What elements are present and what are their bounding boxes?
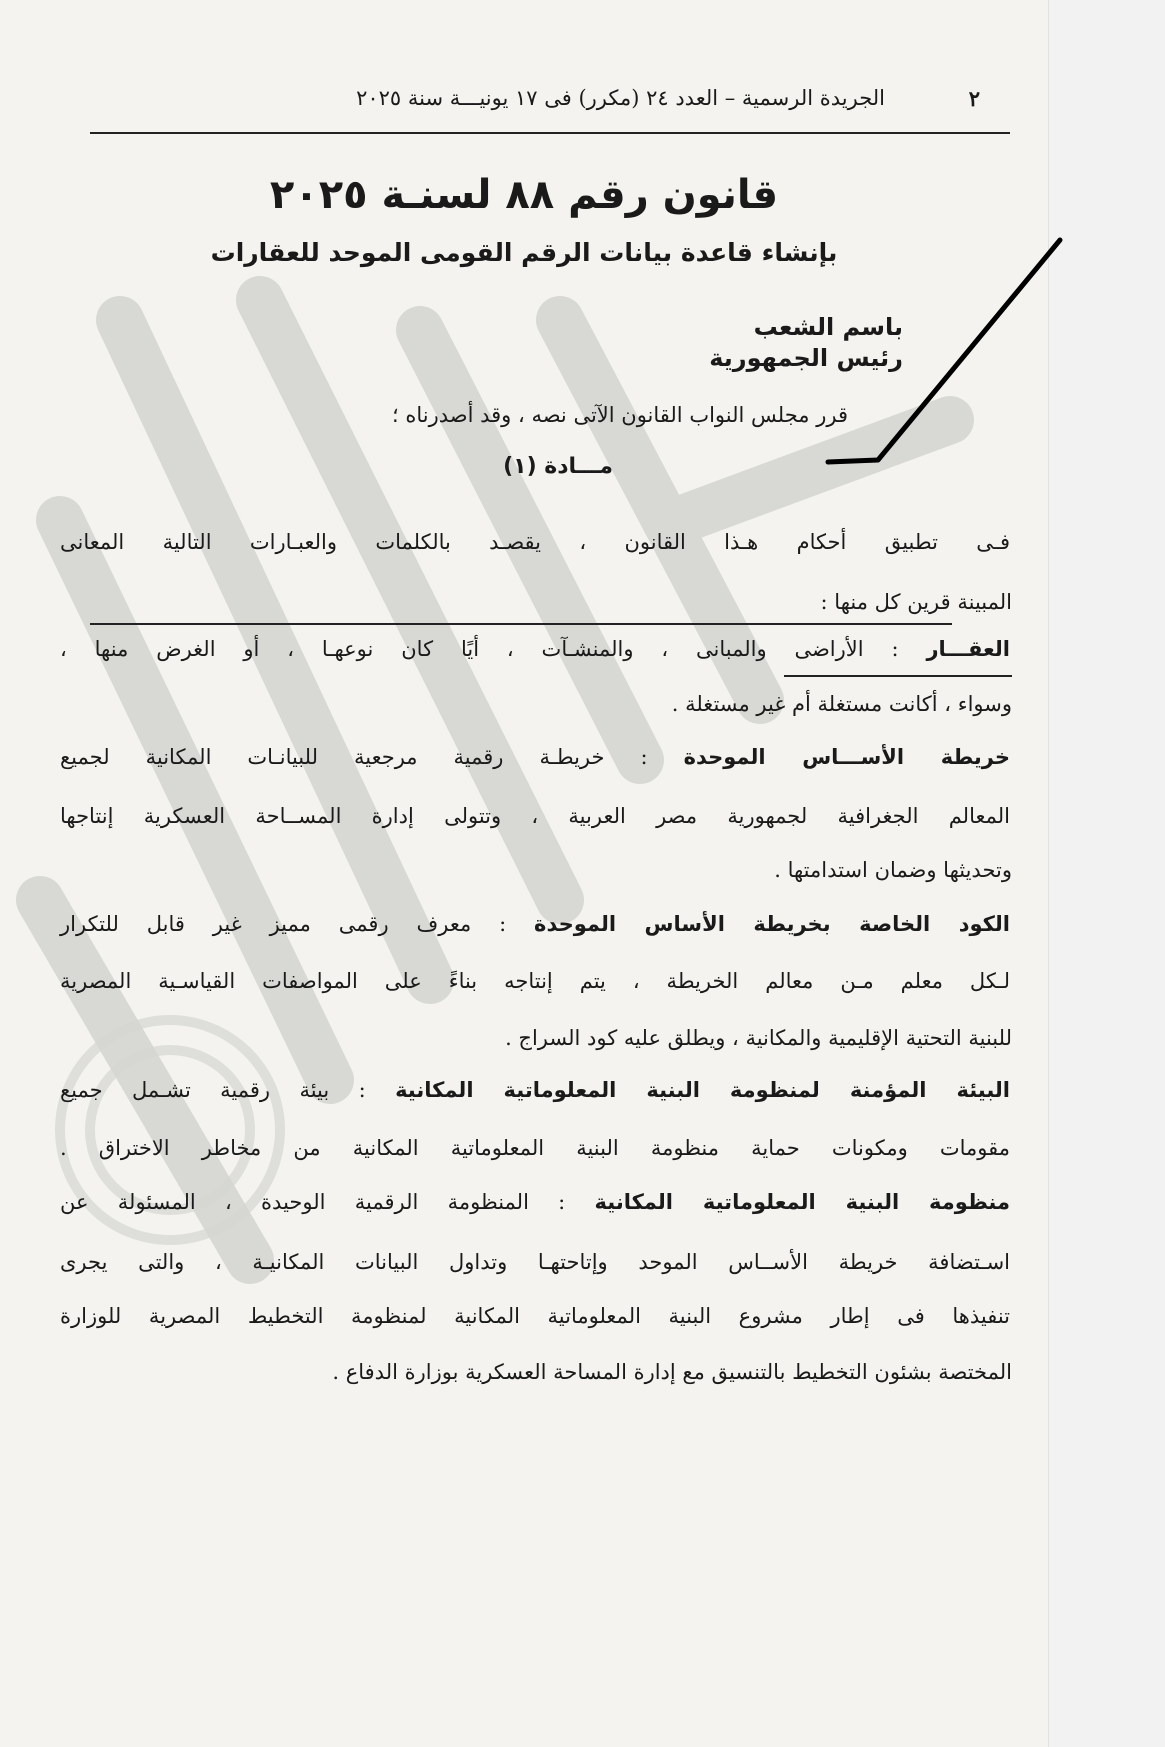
definition-line: للبنية التحتية الإقليمية والمكانية ، ويطلق عليه كود السراج .	[505, 1026, 1012, 1050]
definition-text: : الأراضى والمبانى ، والمنشـآت ، أيًا كان نوعهـا ، أو الغرض منها ،	[60, 637, 927, 661]
definition-line: تنفيذها فى إطار مشروع البنية المعلوماتية المكانية لمنظومة التخطيط المصرية للوزارة	[60, 1304, 1010, 1328]
definition-spatial-infrastructure	[60, 1187, 1010, 1217]
side-margin-panel	[1048, 0, 1165, 1747]
definition-base-map	[60, 742, 1010, 772]
definition-real-estate	[60, 634, 1010, 664]
definition-term: البيئة المؤمنة لمنظومة البنية المعلوماتية المكانية	[395, 1078, 1011, 1102]
gazette-title: الجريدة الرسمية – العدد ٢٤ (مكرر) فى ١٧ يونيـــة سنة ٢٠٢٥	[356, 86, 885, 110]
definition-line: وتحديثها وضمان استدامتها .	[774, 858, 1012, 882]
article-heading: مـــادة (١)	[503, 454, 613, 479]
underline-decoration	[784, 675, 1012, 677]
article-intro-line-1: فـى تطبيق أحكام هـذا القانون ، يقصـد بالكلمات والعبـارات التالية المعانى	[60, 530, 1010, 554]
definition-text: : بيئة رقمية تشـمل جميع	[60, 1078, 396, 1102]
definition-term: خريطة الأســـاس الموحدة	[683, 745, 1010, 769]
in-the-name: باسم الشعب	[753, 313, 903, 341]
definition-line: وسواء ، أكانت مستغلة أم غير مستغلة .	[671, 692, 1012, 716]
definition-term: منظومة البنية المعلوماتية المكانية	[594, 1190, 1010, 1214]
header-divider	[90, 132, 1010, 134]
definition-text: : المنظومة الرقمية الوحيدة ، المسئولة عن	[60, 1190, 595, 1214]
president-heading: رئيس الجمهورية	[709, 344, 903, 372]
definition-line: لـكل معلم مـن معالم الخريطة ، يتم إنتاجه بناءً على المواصفات القياسـية المصرية	[60, 969, 1010, 993]
definition-text: : معرف رقمى مميز غير قابل للتكرار	[60, 912, 535, 936]
preamble: قرر مجلس النواب القانون الآتى نصه ، وقد أصدرناه ؛	[392, 403, 848, 427]
underline-decoration	[90, 623, 952, 625]
definition-text: : خريطـة رقمية مرجعية للبيانـات المكانية لجميع	[60, 745, 684, 769]
definition-line: مقومات ومكونات حماية منظومة البنية المعلوماتية المكانية من مخاطر الاختراق .	[60, 1136, 1010, 1160]
gazette-header	[90, 80, 1010, 126]
definition-secure-environment	[60, 1075, 1010, 1105]
definition-term: العقـــار	[926, 637, 1010, 661]
definition-line: اسـتضافة خريطة الأســاس الموحد وإتاحتهـا وتداول البيانات المكانيـة ، والتى يجرى	[60, 1250, 1010, 1274]
definition-line: المختصة بشئون التخطيط بالتنسيق مع إدارة المساحة العسكرية بوزارة الدفاع .	[332, 1360, 1012, 1384]
law-title: قانون رقم ٨٨ لسنـة ٢٠٢٥	[269, 172, 779, 218]
law-subtitle: بإنشاء قاعدة بيانات الرقم القومى الموحد للعقارات	[210, 238, 838, 267]
definition-term: الكود الخاصة بخريطة الأساس الموحدة	[534, 912, 1010, 936]
definition-map-code	[60, 909, 1010, 939]
article-intro-line-2: المبينة قرين كل منها :	[820, 590, 1012, 614]
definition-line: المعالم الجغرافية لجمهورية مصر العربية ، وتتولى إدارة المســاحة العسكرية إنتاجها	[60, 804, 1010, 828]
page-number: ٢	[968, 86, 980, 111]
